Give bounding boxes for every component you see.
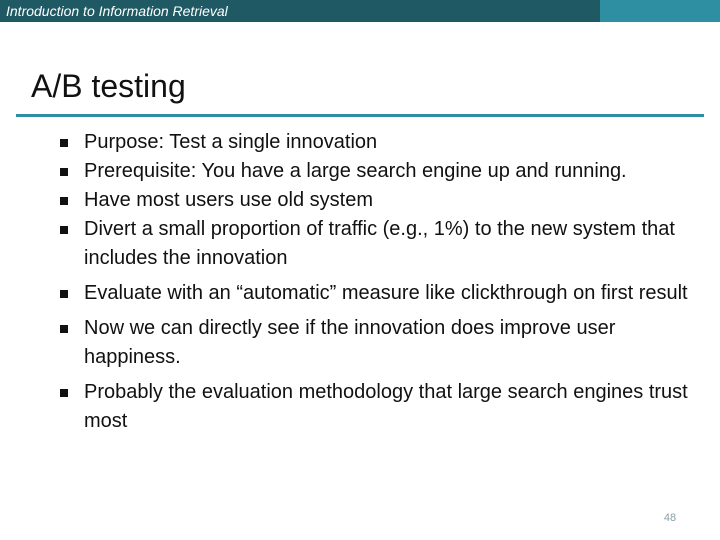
page-number: 48 xyxy=(663,512,677,524)
square-bullet-icon xyxy=(60,325,68,333)
square-bullet-icon xyxy=(60,389,68,397)
header-accent-bar xyxy=(600,0,720,22)
course-title: Introduction to Information Retrieval xyxy=(6,3,228,19)
bullet-item xyxy=(60,157,705,186)
bullet-item xyxy=(60,378,705,436)
bullet-item xyxy=(60,128,705,157)
square-bullet-icon xyxy=(60,197,68,205)
bullet-text: Purpose: Test a single innovation xyxy=(84,131,378,153)
square-bullet-icon xyxy=(60,226,68,234)
square-bullet-icon xyxy=(60,168,68,176)
square-bullet-icon xyxy=(60,290,68,298)
slide-title: A/B testing xyxy=(31,68,186,104)
bullet-text: Probably the evaluation methodology that large search engines trust most xyxy=(84,381,688,432)
bullet-list xyxy=(60,128,705,436)
bullet-item xyxy=(60,279,705,308)
bullet-item xyxy=(60,314,705,372)
bullet-text: Evaluate with an “automatic” measure like clickthrough on first result xyxy=(84,282,688,304)
bullet-item xyxy=(60,186,705,215)
square-bullet-icon xyxy=(60,139,68,147)
bullet-text: Divert a small proportion of traffic (e.g., 1%) to the new system that includes the innovation xyxy=(84,218,675,269)
bullet-text: Prerequisite: You have a large search engine up and running. xyxy=(84,160,627,182)
bullet-text: Have most users use old system xyxy=(84,189,373,211)
bullet-text: Now we can directly see if the innovation does improve user happiness. xyxy=(84,317,616,368)
title-underline xyxy=(16,114,704,117)
bullet-item xyxy=(60,215,705,273)
